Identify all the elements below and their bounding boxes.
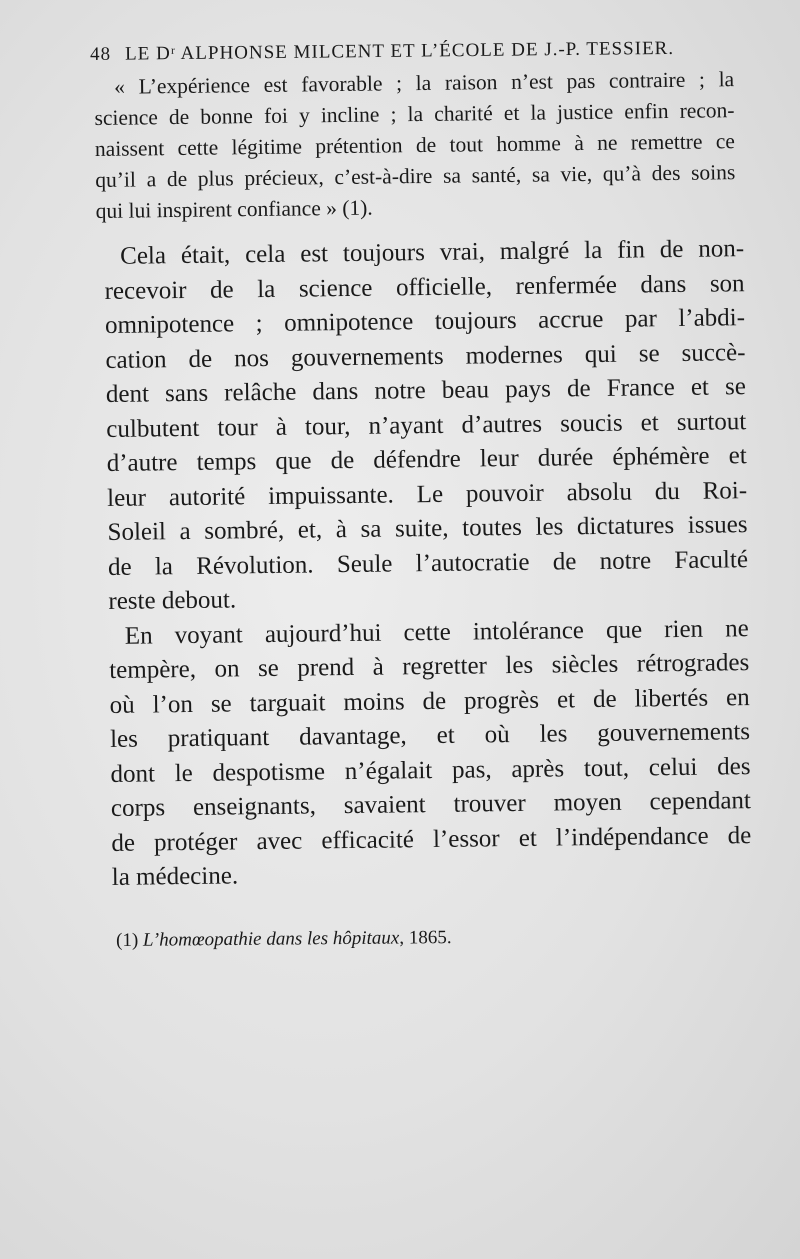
paragraph-line: de protéger avec efficacité l’essor et l’indépendance de bbox=[111, 821, 752, 857]
paragraph-line: En voyant aujourd’hui cette intolérance que rien ne bbox=[124, 614, 749, 650]
paragraph-line: tempère, on se prend à regretter les siècles rétrogrades bbox=[109, 649, 750, 684]
quote-line: qui lui inspirent confiance » (1). bbox=[95, 195, 373, 223]
paragraph-line: cation de nos gouvernements modernes qui se succè- bbox=[105, 338, 746, 374]
page-number: 48 bbox=[90, 43, 112, 65]
paragraph-line: recevoir de la science officielle, renfermée dans son bbox=[104, 269, 745, 305]
paragraph-line: culbutent tour à tour, n’ayant d’autres soucis et surtout bbox=[106, 407, 747, 443]
footnote-year: , 1865. bbox=[399, 927, 452, 949]
running-head bbox=[90, 37, 730, 66]
paragraph-line: omnipotence ; omnipotence toujours accrue par l’abdi- bbox=[104, 304, 746, 339]
paragraph-line: reste debout. bbox=[108, 586, 237, 615]
paragraph-line: où l’on se targuait moins de progrès et de libertés en bbox=[109, 683, 750, 719]
quotation-block bbox=[94, 64, 736, 227]
footnote bbox=[116, 927, 452, 952]
paragraph-1 bbox=[104, 232, 749, 619]
paragraph-line: les pratiquant davantage, et où les gouvernements bbox=[109, 718, 751, 753]
paragraph-line: dont le despotisme n’égalait pas, après tout, celui des bbox=[110, 752, 751, 788]
quote-line: qu’il a de plus précieux, c’est-à-dire sa santé, sa vie, qu’à des soins bbox=[95, 160, 736, 192]
paragraph-line: corps enseignants, savaient trouver moyen cependant bbox=[110, 787, 752, 822]
paragraph-line: la médecine. bbox=[111, 862, 239, 891]
paragraph-line: Soleil a sombré, et, à sa suite, toutes les dictatures issues bbox=[107, 511, 748, 546]
paragraph-line: Cela était, cela est toujours vrai, malgré la fin de non- bbox=[120, 235, 745, 270]
footnote-title: L’homœopathie dans les hôpitaux bbox=[142, 927, 400, 951]
paragraph-line: dent sans relâche dans notre beau pays de France et se bbox=[105, 373, 747, 408]
paragraph-line: leur autorité impuissante. Le pouvoir absolu du Roi- bbox=[106, 476, 748, 512]
quote-line: science de bonne foi y incline ; la charité et la justice enfin recon- bbox=[94, 98, 735, 130]
footnote-marker: (1) bbox=[116, 929, 139, 951]
quote-line: « L’expérience est favorable ; la raison n’est pas contraire ; la bbox=[114, 67, 735, 99]
paragraph-line: d’autre temps que de défendre leur durée éphémère et bbox=[106, 442, 747, 477]
running-head-title: LE Dʳ ALPHONSE MILCENT ET L’ÉCOLE DE J.-P. TESSIER. bbox=[124, 37, 675, 65]
body-text bbox=[104, 232, 752, 895]
paragraph-2 bbox=[109, 612, 752, 896]
quote-line: naissent cette légitime prétention de tout homme à ne remettre ce bbox=[94, 129, 736, 161]
paragraph-line: de la Révolution. Seule l’autocratie de notre Faculté bbox=[107, 545, 749, 581]
